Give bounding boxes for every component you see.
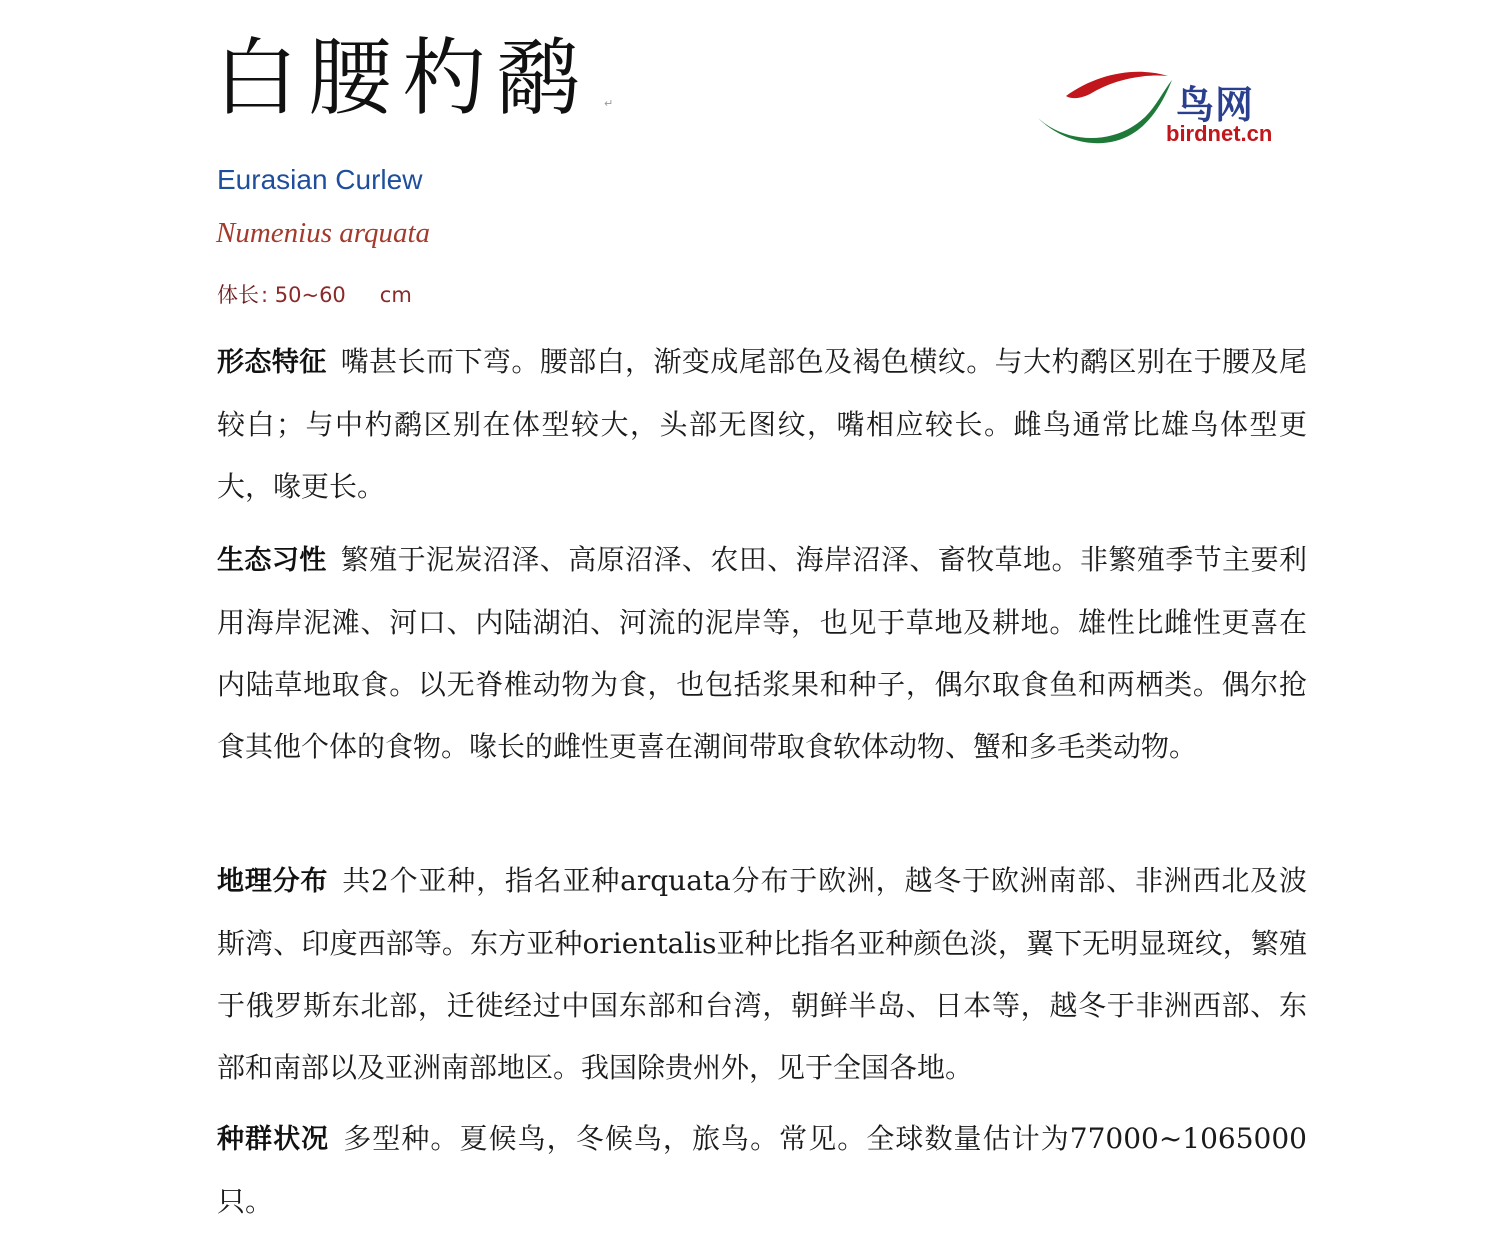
page-title <box>214 28 613 154</box>
body-length-value: : 50~60 <box>261 283 346 307</box>
english-name: Eurasian Curlew <box>217 164 423 195</box>
birdnet-logo <box>1036 66 1276 156</box>
section-heading: 地理分布 <box>217 866 329 897</box>
section-heading: 种群状况 <box>217 1124 330 1155</box>
section-text: 嘴甚长而下弯。腰部白，渐变成尾部色及褐色横纹。与大杓鹬区别在于腰及尾较白；与中杓鹬区别在体型较大，头部无图纹，嘴相应较长。雌鸟通常比雄鸟体型更大，喙更长。 <box>217 345 1307 503</box>
section-heading: 形态特征 <box>217 347 327 378</box>
section-text: 多型种。夏候鸟，冬候鸟，旅鸟。常见。全球数量估计为77000~1065000 只。 <box>217 1122 1307 1218</box>
logo-url-text: birdnet.cn <box>1166 121 1273 146</box>
section-text: 繁殖于泥炭沼泽、高原沼泽、农田、海岸沼泽、畜牧草地。非繁殖季节主要利用海岸泥滩、河口、内陆湖泊、河流的泥岸等，也见于草地及耕地。雄性比雌性更喜在内陆草地取食。以无脊椎动物为食，也包括浆果和种子，偶尔取食鱼和两栖类。偶尔抢食其他个体的食物。喙长的雌性更喜在潮间带取食软体动物、蟹和多毛类动物。 <box>217 543 1307 763</box>
body-length-label: 体长 <box>217 283 259 307</box>
title-text: 白腰杓鹬 <box>214 29 591 127</box>
section-heading: 生态习性 <box>217 545 327 576</box>
body-length-unit: cm <box>379 283 412 307</box>
body-length <box>217 279 412 309</box>
section-distribution <box>217 850 1307 1099</box>
bird-swoosh-icon <box>1036 66 1186 156</box>
section-morphology <box>217 331 1307 518</box>
logo-chinese-text: 鸟网 <box>1176 82 1255 127</box>
scientific-name: Numenius arquata <box>216 217 431 249</box>
section-text: 共2个亚种，指名亚种arquata分布于欧洲，越冬于欧洲南部、非洲西北及波斯湾、印度西部等。东方亚种orientalis亚种比指名亚种颜色淡，翼下无明显斑纹，繁殖于俄罗斯东北部，迁徙经过中国东部和台湾，朝鲜半岛、日本等，越冬于非洲西部、东部和南部以及亚洲南部地区。我国除贵州外，见于全国各地。 <box>217 864 1308 1084</box>
section-population <box>217 1108 1307 1233</box>
paragraph-mark: ↵ <box>604 97 614 110</box>
section-ecology <box>217 529 1307 778</box>
